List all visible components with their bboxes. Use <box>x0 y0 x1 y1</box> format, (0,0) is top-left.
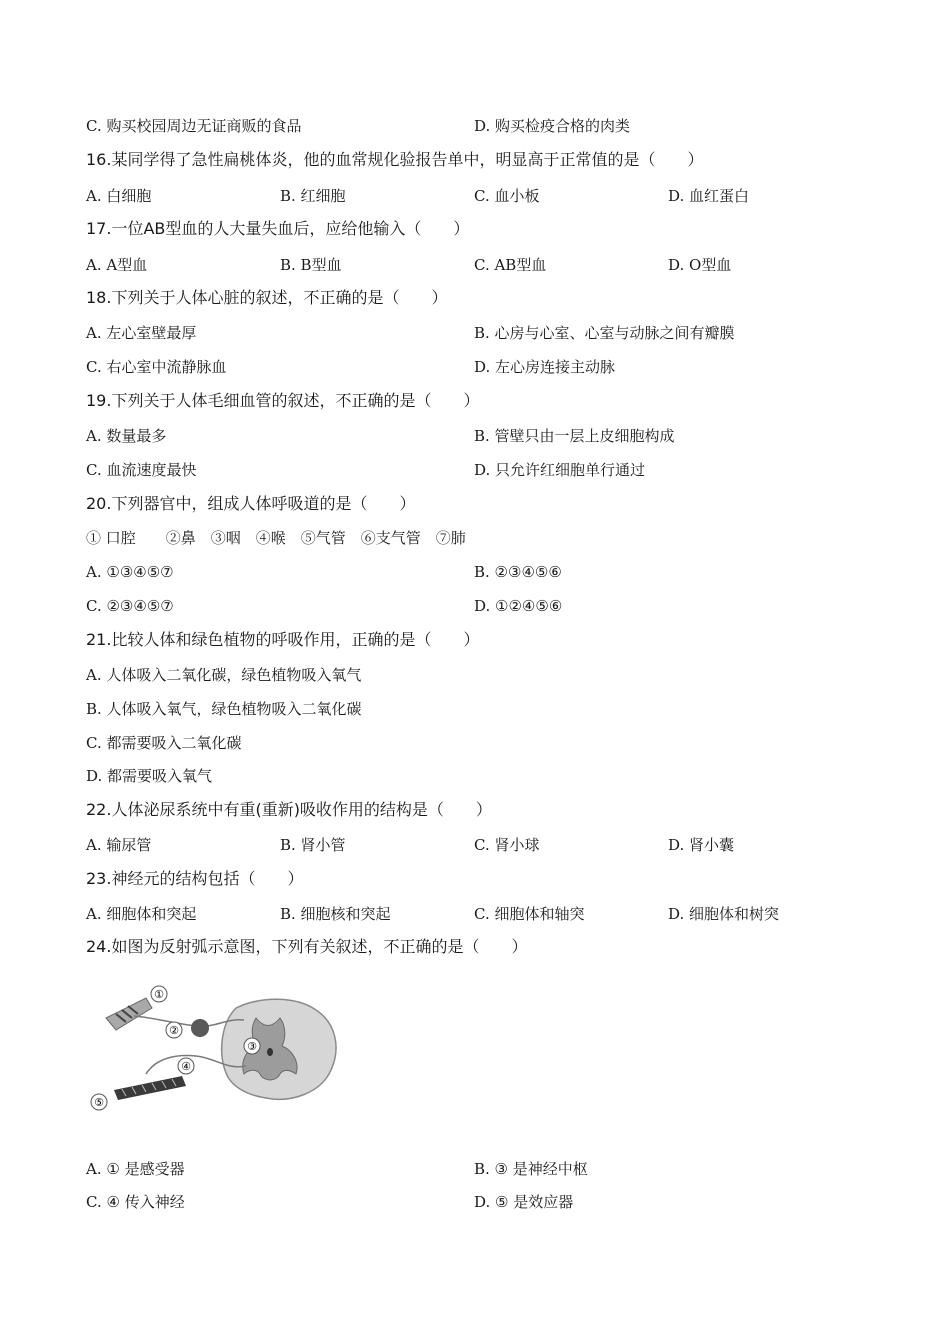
q22-option-d: D. 肾小囊 <box>668 836 735 854</box>
effector-illustration <box>114 1076 186 1100</box>
figure-label-1: ① <box>154 988 164 1001</box>
q22-option-c: C. 肾小球 <box>474 836 540 854</box>
q24-option-a: A. ① 是感受器 <box>86 1160 185 1178</box>
q20-option-b: B. ②③④⑤⑥ <box>474 563 562 581</box>
ganglion <box>191 1019 209 1037</box>
figure-label-2: ② <box>169 1024 179 1037</box>
q16-option-d: D. 血红蛋白 <box>668 187 750 205</box>
receptor-illustration <box>106 998 152 1030</box>
q23-option-d: D. 细胞体和树突 <box>668 905 780 923</box>
q23-option-b: B. 细胞核和突起 <box>280 905 391 923</box>
q20-option-d: D. ①②④⑤⑥ <box>474 597 563 615</box>
q17-option-d: D. O型血 <box>668 256 732 274</box>
q24-option-c: C. ④ 传入神经 <box>86 1193 185 1211</box>
question-17-stem: 17.一位AB型血的人大量失血后，应给他输入（ ） <box>86 219 470 238</box>
q18-option-a: A. 左心室壁最厚 <box>86 324 197 342</box>
q21-option-d: D. 都需要吸入氧气 <box>86 767 213 785</box>
q21-option-b: B. 人体吸入氧气，绿色植物吸入二氧化碳 <box>86 700 362 718</box>
question-22-stem: 22.人体泌尿系统中有重(重新)吸收作用的结构是（ ） <box>86 800 492 819</box>
figure-label-4: ④ <box>181 1060 191 1073</box>
q18-option-d: D. 左心房连接主动脉 <box>474 358 616 376</box>
question-18-stem: 18.下列关于人体心脏的叙述，不正确的是（ ） <box>86 288 448 307</box>
q18-option-c: C. 右心室中流静脉血 <box>86 358 227 376</box>
q19-option-b: B. 管壁只由一层上皮细胞构成 <box>474 427 675 445</box>
option-c: C. 购买校园周边无证商贩的食品 <box>86 117 302 135</box>
q23-option-c: C. 细胞体和轴突 <box>474 905 585 923</box>
figure-label-5: ⑤ <box>94 1096 104 1109</box>
q22-option-b: B. 肾小管 <box>280 836 346 854</box>
question-23-stem: 23.神经元的结构包括（ ） <box>86 869 304 888</box>
spinal-cord-illustration <box>222 999 336 1099</box>
q22-option-a: A. 输尿管 <box>86 836 152 854</box>
q17-option-b: B. B型血 <box>280 256 342 274</box>
q20-option-a: A. ①③④⑤⑦ <box>86 563 174 581</box>
q24-option-b: B. ③ 是神经中枢 <box>474 1160 588 1178</box>
question-20-stem: 20.下列器官中，组成人体呼吸道的是（ ） <box>86 494 416 513</box>
figure-label-3: ③ <box>247 1040 257 1053</box>
q18-option-b: B. 心房与心室、心室与动脉之间有瓣膜 <box>474 324 735 342</box>
question-19-stem: 19.下列关于人体毛细血管的叙述，不正确的是（ ） <box>86 391 480 410</box>
q20-option-c: C. ②③④⑤⑦ <box>86 597 174 615</box>
q17-option-c: C. AB型血 <box>474 256 547 274</box>
q19-option-a: A. 数量最多 <box>86 427 167 445</box>
q17-option-a: A. A型血 <box>86 256 148 274</box>
q16-option-b: B. 红细胞 <box>280 187 346 205</box>
q16-option-c: C. 血小板 <box>474 187 540 205</box>
reflex-arc-figure <box>86 978 346 1118</box>
q19-option-c: C. 血流速度最快 <box>86 461 197 479</box>
question-21-stem: 21.比较人体和绿色植物的呼吸作用，正确的是（ ） <box>86 630 480 649</box>
question-24-stem: 24.如图为反射弧示意图，下列有关叙述，不正确的是（ ） <box>86 937 528 956</box>
q24-option-d: D. ⑤ 是效应器 <box>474 1193 574 1211</box>
q23-option-a: A. 细胞体和突起 <box>86 905 197 923</box>
question-16-stem: 16.某同学得了急性扁桃体炎，他的血常规化验报告单中，明显高于正常值的是（ ） <box>86 150 704 169</box>
q21-option-c: C. 都需要吸入二氧化碳 <box>86 734 242 752</box>
q19-option-d: D. 只允许红细胞单行通过 <box>474 461 646 479</box>
q20-organ-list: ① 口腔 ②鼻 ③咽 ④喉 ⑤气管 ⑥支气管 ⑦肺 <box>86 529 466 547</box>
option-d: D. 购买检疫合格的肉类 <box>474 117 631 135</box>
q16-option-a: A. 白细胞 <box>86 187 152 205</box>
q21-option-a: A. 人体吸入二氧化碳，绿色植物吸入氧气 <box>86 666 362 684</box>
